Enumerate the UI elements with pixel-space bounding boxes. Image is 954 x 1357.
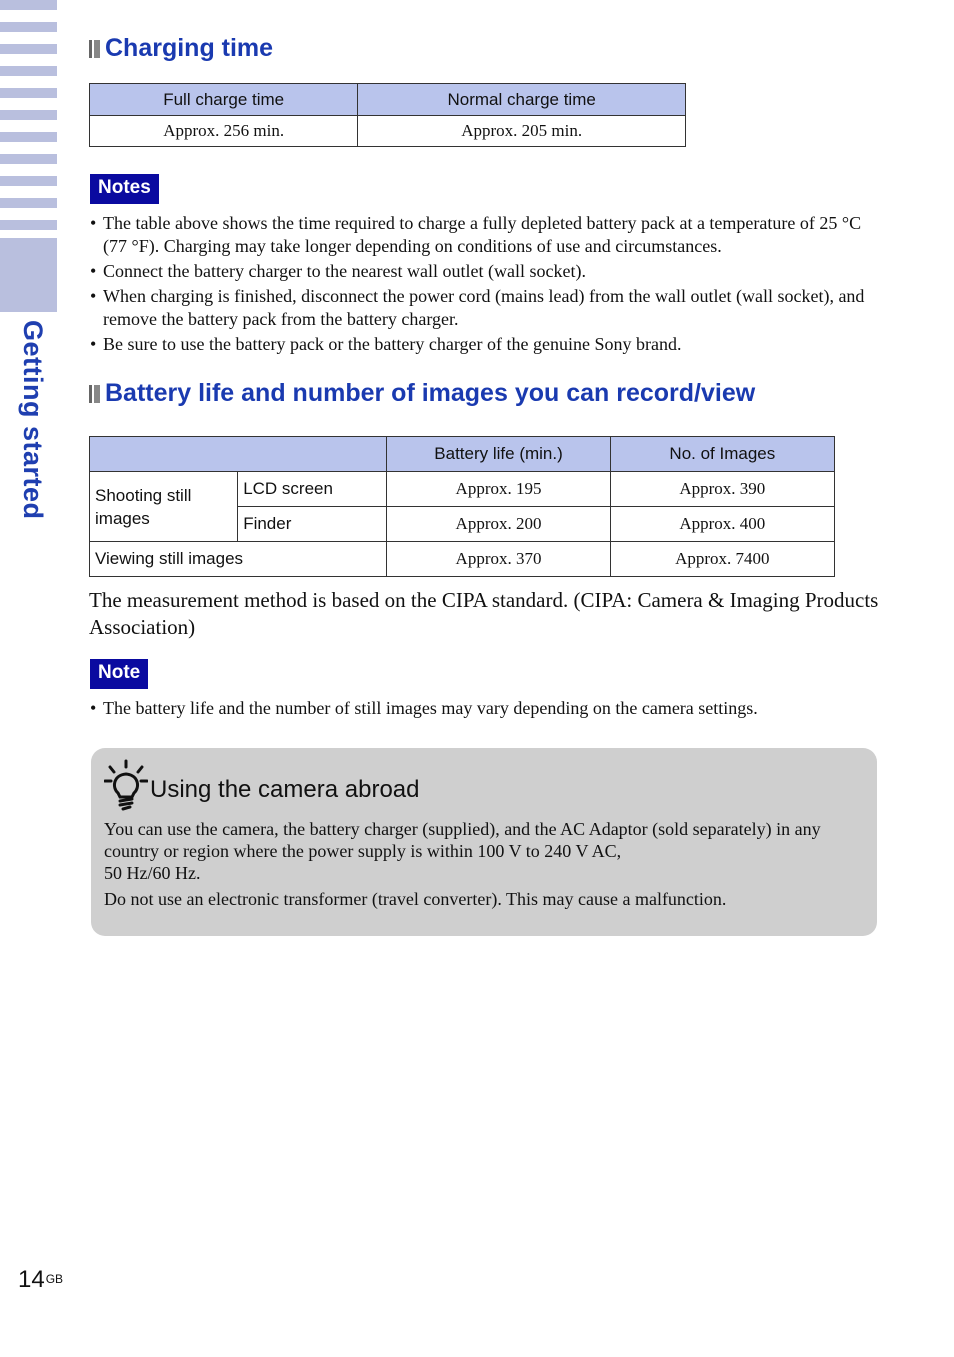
section-label[interactable]: Getting started — [18, 320, 48, 520]
tip-box — [91, 748, 877, 936]
table-cell: Approx. 195 — [387, 472, 610, 507]
tip-line — [104, 818, 864, 884]
charging-notes-list — [89, 212, 879, 358]
list-item: • The table above shows the time required to charge a fully depleted battery pack at a temperature of 25 °C (77 °F). Charging may take longer depending on conditions of use and circumstances. — [89, 212, 879, 258]
list-item: • When charging is finished, disconnect the power cord (mains lead) from the wall outlet (wall socket), and remove the battery pack from the battery charger. — [89, 285, 879, 331]
page-number — [18, 1266, 63, 1294]
measurement-text: The measurement method is based on the CIPA standard. (CIPA: Camera & Imaging Products Association) — [89, 588, 879, 639]
charging-heading — [89, 34, 273, 63]
tip-title: Using the camera abroad — [150, 776, 420, 803]
battery-heading-text: Battery life and number of images you can record/view — [105, 379, 756, 407]
table-header: Normal charge time — [358, 84, 686, 116]
page-number-suffix: GB — [45, 1272, 64, 1286]
side-tab-block — [0, 238, 57, 312]
side-tab — [0, 0, 57, 312]
table-cell: Finder — [238, 507, 387, 542]
lightbulb-icon — [104, 759, 148, 811]
table-cell: Approx. 400 — [610, 507, 834, 542]
notes-label: Notes — [90, 174, 159, 204]
tip-line: Do not use an electronic transformer (travel converter). This may cause a malfunction. — [104, 889, 727, 909]
battery-notes-list — [89, 697, 879, 722]
table-cell: Approx. 200 — [387, 507, 610, 542]
tip-line-text: You can use the camera, the battery charger (supplied), and the AC Adaptor (sold separately) in any country or region where the power supply is within 100 V to 240 V AC, — [104, 819, 821, 861]
table-cell: Viewing still images — [90, 542, 387, 577]
table-header: Battery life (min.) — [387, 437, 610, 472]
charging-table — [89, 83, 686, 147]
table-header-empty — [90, 437, 387, 472]
list-item: • The battery life and the number of still images may vary depending on the camera settings. — [89, 697, 879, 720]
table-cell: Approx. 7400 — [610, 542, 834, 577]
note-label: Note — [90, 659, 148, 689]
table-cell: Approx. 390 — [610, 472, 834, 507]
heading-marker-icon — [89, 385, 101, 403]
table-cell: LCD screen — [238, 472, 387, 507]
table-header: No. of Images — [610, 437, 834, 472]
list-item: • Be sure to use the battery pack or the battery charger of the genuine Sony brand. — [89, 333, 879, 356]
table-cell: Approx. 256 min. — [90, 116, 358, 147]
charging-heading-text: Charging time — [105, 34, 274, 62]
side-tab-stripes — [0, 0, 57, 238]
table-cell: Shooting still images — [90, 472, 238, 542]
heading-marker-icon — [89, 40, 101, 58]
battery-heading — [89, 379, 755, 408]
table-header: Full charge time — [90, 84, 358, 116]
battery-table — [89, 436, 835, 577]
list-item: • Connect the battery charger to the nearest wall outlet (wall socket). — [89, 260, 879, 283]
tip-line-text: 50 Hz/60 Hz. — [104, 863, 201, 883]
tip-body — [104, 818, 864, 914]
table-cell: Approx. 370 — [387, 542, 610, 577]
page-number-value: 14 — [18, 1266, 45, 1293]
table-cell: Approx. 205 min. — [358, 116, 686, 147]
